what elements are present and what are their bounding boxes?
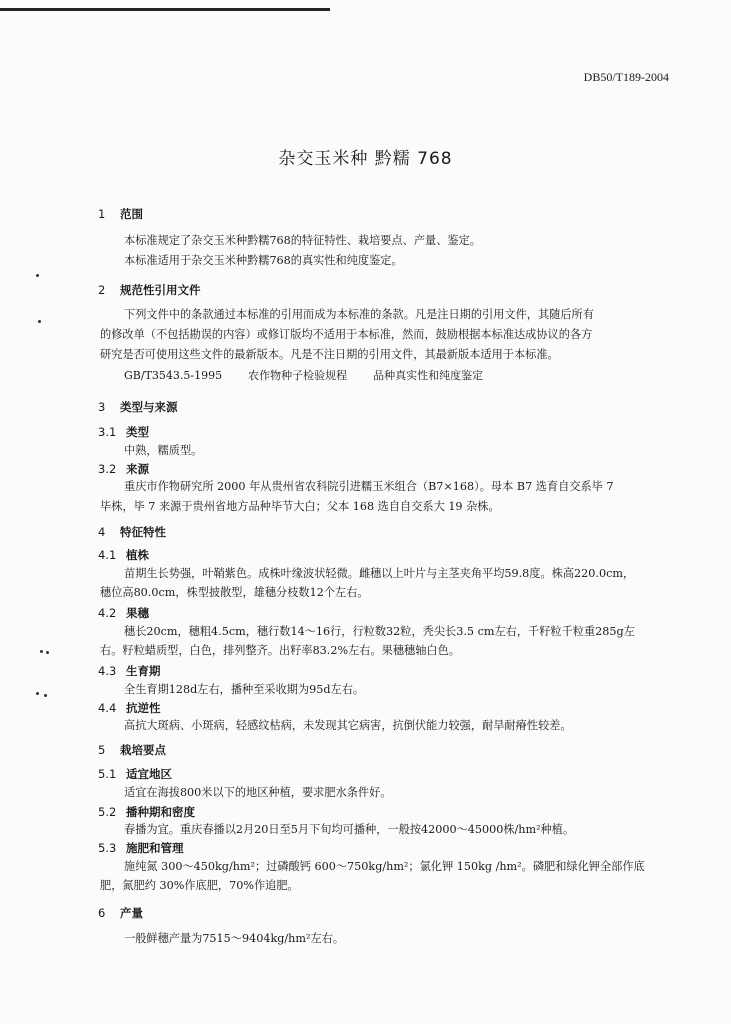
subsection-4-1-line-2: 穗位高80.0cm，株型披散型，雄穗分枝数12个左右。: [100, 586, 369, 599]
subsection-number: 4.4: [98, 701, 117, 715]
subsection-4-2-line-1: 穗长20cm，穗粗4.5cm，穗行数14～16行，行粒数32粒，秃尖长3.5 cm左右，千籽粒千粒重285g左: [124, 625, 635, 638]
subsection-3-2-line-2: 毕株，毕 7 来源于贵州省地方品种毕节大白；父本 168 选自自交系大 19 杂株。: [100, 500, 500, 513]
section-title: 类型与来源: [120, 400, 178, 414]
section-6-heading: [98, 905, 143, 921]
subsection-title: 来源: [126, 462, 149, 476]
normative-reference: [124, 367, 509, 383]
section-2-line-2: 的修改单（不包括勘误的内容）或修订版均不适用于本标准，然而，鼓励根据本标准达成协议的各方: [100, 328, 593, 341]
scan-speck: [40, 650, 43, 653]
subsection-title: 施肥和管理: [126, 841, 184, 855]
subsection-5-2-heading: [98, 804, 195, 820]
section-number: 6: [98, 906, 106, 920]
section-title: 产量: [120, 906, 143, 920]
subsection-5-3-line-1: 施纯氮 300～450kg/hm²；过磷酸钙 600～750kg/hm²；氯化钾 150kg /hm²。磷肥和绿化钾全部作底: [124, 860, 645, 873]
subsection-3-2-heading: [98, 461, 149, 477]
section-2-heading: [98, 282, 201, 298]
subsection-4-2-line-2: 右。籽粒蜡质型，白色，排列整齐。出籽率83.2%左右。果穗穗轴白色。: [100, 644, 460, 657]
section-number: 5: [98, 743, 106, 757]
subsection-4-3-text: 全生育期128d左右，播种至采收期为95d左右。: [124, 683, 365, 696]
section-4-heading: [98, 524, 166, 540]
subsection-4-4-heading: [98, 700, 161, 716]
page-title: 杂交玉米种 黔糯 768: [278, 149, 453, 169]
scan-speck: [44, 694, 47, 697]
subsection-title: 抗逆性: [126, 701, 161, 715]
subsection-title: 类型: [126, 425, 149, 439]
reference-code: GB/T3543.5-1995: [124, 369, 223, 382]
document-code: DB50/T189-2004: [583, 70, 669, 84]
scan-speck: [36, 692, 39, 695]
section-title: 规范性引用文件: [120, 283, 201, 297]
subsection-number: 4.3: [98, 664, 117, 678]
subsection-4-1-line-1: 苗期生长势强，叶鞘紫色。成株叶缘波状轻微。雌穗以上叶片与主茎夹角平均59.8度。株高220.0cm，: [124, 567, 635, 580]
scan-speck: [36, 274, 39, 277]
section-number: 1: [98, 207, 106, 221]
scan-edge-line: [0, 8, 330, 11]
subsection-number: 5.2: [98, 805, 117, 819]
reference-part: 品种真实性和纯度鉴定: [373, 369, 484, 382]
subsection-3-2-line-1: 重庆市作物研究所 2000 年从贵州省农科院引进糯玉米组合（B7×168）。母本 B7 选育自交系毕 7: [124, 480, 614, 493]
subsection-number: 5.1: [98, 767, 117, 781]
subsection-number: 3.1: [98, 425, 117, 439]
section-1-paragraph-1: 本标准规定了杂交玉米种黔糯768的特征特性、栽培要点、产量、鉴定。: [124, 234, 481, 247]
section-2-line-1: 下列文件中的条款通过本标准的引用而成为本标准的条款。凡是注日期的引用文件，其随后所有: [124, 308, 594, 321]
section-title: 特征特性: [120, 525, 166, 539]
scan-speck: [38, 320, 41, 323]
subsection-4-3-heading: [98, 663, 161, 679]
subsection-5-1-heading: [98, 766, 172, 782]
reference-name: 农作物种子检验规程: [248, 369, 348, 382]
subsection-title: 果穗: [126, 606, 149, 620]
subsection-3-1-text: 中熟，糯质型。: [124, 444, 203, 457]
subsection-5-2-text: 春播为宜。重庆春播以2月20日至5月下旬均可播种，一般按42000～45000株/hm²种植。: [124, 823, 575, 836]
subsection-4-2-heading: [98, 605, 149, 621]
section-number: 4: [98, 525, 106, 539]
subsection-title: 植株: [126, 548, 149, 562]
subsection-5-3-line-2: 肥，氮肥约 30%作底肥，70%作追肥。: [100, 879, 299, 892]
section-2-line-3: 研究是否可使用这些文件的最新版本。凡是不注日期的引用文件，其最新版本适用于本标准。: [100, 348, 559, 361]
subsection-5-1-text: 适宜在海拔800米以下的地区种植，要求肥水条件好。: [124, 786, 392, 799]
subsection-number: 4.2: [98, 606, 117, 620]
subsection-3-1-heading: [98, 424, 149, 440]
section-title: 栽培要点: [120, 743, 166, 757]
section-number: 2: [98, 283, 106, 297]
section-6-text: 一般鲜穗产量为7515～9404kg/hm²左右。: [124, 932, 345, 945]
subsection-5-3-heading: [98, 840, 184, 856]
section-5-heading: [98, 742, 166, 758]
subsection-4-4-text: 高抗大斑病、小斑病，轻感纹枯病，未发现其它病害，抗倒伏能力较强，耐旱耐瘠性较差。: [124, 719, 572, 732]
subsection-4-1-heading: [98, 547, 149, 563]
section-number: 3: [98, 400, 106, 414]
section-3-heading: [98, 399, 178, 415]
subsection-number: 4.1: [98, 548, 117, 562]
subsection-number: 3.2: [98, 462, 117, 476]
section-title: 范围: [120, 207, 143, 221]
subsection-number: 5.3: [98, 841, 117, 855]
subsection-title: 适宜地区: [126, 767, 172, 781]
section-1-paragraph-2: 本标准适用于杂交玉米种黔糯768的真实性和纯度鉴定。: [124, 254, 403, 267]
section-1-heading: [98, 206, 143, 222]
subsection-title: 播种期和密度: [126, 805, 195, 819]
scan-speck: [46, 651, 49, 654]
subsection-title: 生育期: [126, 664, 161, 678]
